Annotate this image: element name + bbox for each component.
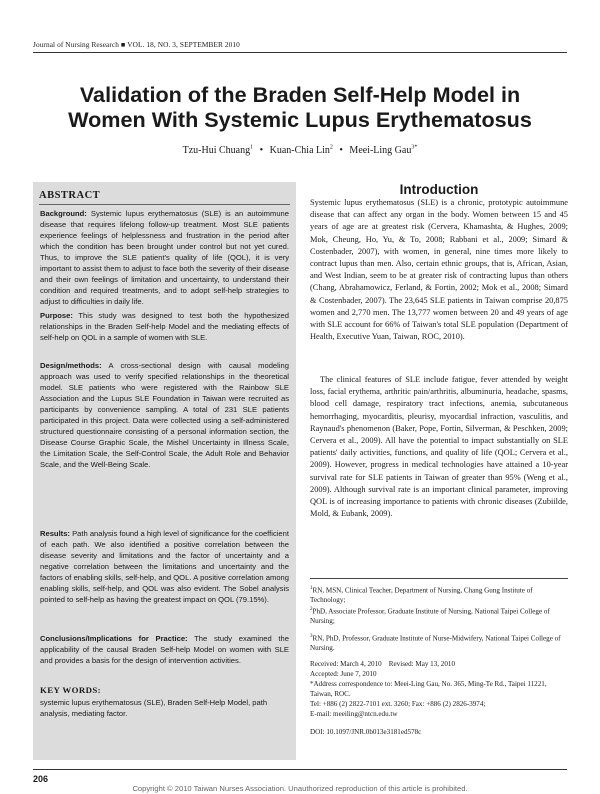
- received-date: Received: March 4, 2010 Revised: May 13, 2010: [310, 660, 455, 668]
- copyright-notice: Copyright © 2010 Taiwan Nurses Association. Unauthorized reproduction of this article is prohibited.: [132, 784, 468, 793]
- abstract-purpose: Purpose: This study was designed to test both the hypothesized relationships in the Braden Self-help Model and the mediating effects of self-help on QOL in a sample of women with SLE.: [40, 311, 289, 343]
- footnote-affiliation-3: $^3$RN, PhD, Professor, Graduate Institute of Nurse-Midwifery, National Taipei College of Nursing.: [310, 634, 561, 652]
- introduction-paragraph-2: The clinical features of SLE include fatigue, fever attended by weight loss, facial erythema, arthritic pain/arthritis, albuminuria, headache, spasms, blood cell damage, respiratory tract infections, anemia, subcutaneous hemorrhaging, myocarditis, pleurisy, myocardial infraction, vasculitis, and Raynaud's phenomenon (Baker, Pope, Fortin, Silverman, & Peschken, 2009; Cervera et al., 2009). All have the potential to impact substantially on SLE patients' daily activities, functions, and quality of life (QOL; Cervera et al., 2009). However, progress in medical technologies have attained a 10-year survival rate for SLE patients in Taiwan of greater than 95% (Weng et al., 2009). Although survival rate is an important clinical parameter, improving QOL is of increasing importance to patients with chronic diseases (Zubiilde, Mold, & Eubank, 2009).: [310, 375, 568, 519]
- introduction-heading: Introduction: [399, 182, 479, 197]
- contact-phone-fax: Tel: +886 (2) 2822-7101 ext. 3260; Fax: +886 (2) 2826-3974;: [310, 700, 486, 708]
- footer-divider: [33, 769, 567, 770]
- article-title: [30, 82, 570, 132]
- correspondence-address: *Address correspondence to: Meei-Ling Gau, No. 365, Ming-Te Rd., Taipei 11221, Taiwan, ROC.: [310, 680, 547, 698]
- abstract-design-methods: Design/methods: A cross-sectional design with causal modeling approach was used to verify specified relationships in the theoretical model. SLE patients who were registered with the Rainbow SLE Association and the Lupus SLE Foundation in Taiwan were recruited as participants by convenience sampling. A total of 231 SLE patients participated in this project. Data were collected using a self-administered structured questionnaire consisting of a personal information section, the Disease Course Graphic Scale, the Mishel Uncertainty in Illness Scale, the Limitation Scale, the Self-Control Scale, the Adult Role and Behavior Scale, and the Well-Being Scale.: [40, 361, 289, 470]
- abstract-results: Results: Path analysis found a high level of significance for the coefficient of each path. We also identified a positive correlation between the disease severity and limitations and the factor of uncertainty and a negative correlation between the limitations and uncertainty and the factors of enabling skills, self-help, and QOL. A positive correlation among enabling skills, self-help, and QOL was also evident. The Sobel analysis pointed to self-help as having the greatest impact on QOL (79.15%).: [40, 529, 289, 605]
- page-number: 206: [33, 774, 49, 784]
- keywords-heading: KEY WORDS:: [40, 685, 101, 695]
- abstract-heading: ABSTRACT: [39, 190, 101, 201]
- introduction-paragraph-1: Systemic lupus erythematosus (SLE) is a chronic, prototypic autoimmune disease that can affect any organ in the body. Women between 15 and 45 years of age are at greatest risk (Cervera, Khamashta, & Hughes, 2009; Mok, Cheung, Ho, Yu, & To, 2008; Rabbani et al., 2009; Simard & Costenbader, 2007), with women, in general, nine times more likely to contract lupus than men. Also, certain ethnic groups, that is, African, Asian, and West Indian, seem to be at greater risk of contracting lupus than others (Chang, Abrahamowicz, Ferland, & Fortin, 2002; Mok et al., 2008; Simard & Costenbader, 2007). The 23,645 SLE patients in Taiwan comprise 20,875 women and 2,770 men. The 13,777 women between 20 and 49 years of age with SLE account for 66% of Taiwan's total SLE population (Department of Health, Executive Yuan, Taiwan, ROC, 2010).: [310, 198, 568, 342]
- footnote-affiliation-1: $^1$RN, MSN, Clinical Teacher, Department of Nursing, Chang Gung Institute of Technology;: [310, 586, 533, 604]
- contact-email[interactable]: E-mail: meeiling@ntcn.edu.tw: [310, 710, 398, 718]
- header-separator: ■: [120, 40, 128, 49]
- author-2: Kuan-Chia Lin$^2$: [269, 145, 333, 157]
- author-list: [0, 145, 600, 156]
- abstract-background: Background: Systemic lupus erythematosus (SLE) is an autoimmune disease that requires lifelong follow-up treatment. Most SLE patients experience feelings of helplessness and frustration in the period after which the condition has been brought under control but not yet cured. Thus, to improve the SLE patient's quality of life (QOL), it is very important to assist them to adjust to face both the severity of their disease and their own feelings of limitation and uncertainty, to understand their condition and required treatments, and to adopt self-help strategies to adjust to difficulties in daily life.: [40, 209, 289, 307]
- abstract-divider: [39, 204, 290, 205]
- journal-header: [33, 40, 240, 49]
- title-line-1: Validation of the Braden Self-Help Model in: [79, 82, 521, 107]
- author-separator: •: [339, 145, 343, 157]
- author-3: Meei-Ling Gau$^{3*}$: [349, 145, 418, 157]
- header-divider: [33, 52, 567, 53]
- author-separator: •: [259, 145, 264, 157]
- accepted-date: Accepted: June 7, 2010: [310, 670, 377, 678]
- author-1: Tzu-Hui Chuang$^1$: [182, 145, 254, 157]
- doi[interactable]: DOI: 10.1097/JNR.0b013e3181ed578c: [310, 728, 422, 736]
- abstract-conclusions: Conclusions/Implications for Practice: The study examined the applicability of the causal Braden Self-help Model on women with SLE and provides a basis for the design of intervention activities.: [40, 634, 289, 666]
- volume-info: VOL. 18, NO. 3, SEPTEMBER 2010: [127, 40, 240, 49]
- abstract-box: [33, 182, 296, 760]
- journal-name: Journal of Nursing Research: [33, 40, 119, 49]
- footnote-divider: [310, 578, 568, 579]
- keywords-text: systemic lupus erythematosus (SLE), Braden Self-Help Model, path analysis, mediating factor.: [40, 698, 268, 718]
- title-line-2: Women With Systemic Lupus Erythematosus: [68, 107, 532, 132]
- footnote-affiliation-2: $^2$PhD, Associate Professor, Graduate Institute of Nursing, National Taipei College of Nursing;: [310, 607, 550, 625]
